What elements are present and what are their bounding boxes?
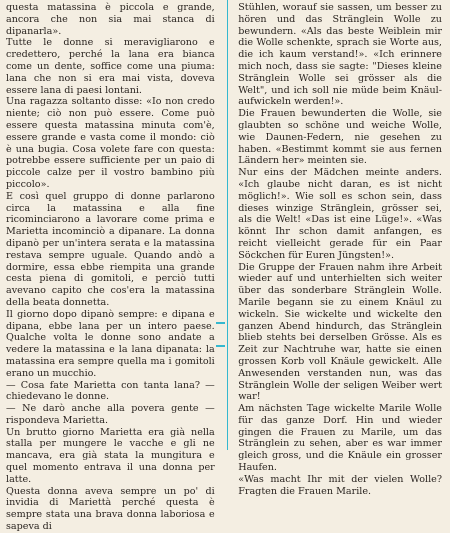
italian-paragraph: Il giorno dopo dipanò sempre: e dipana e dipana, ebbe lana per un intero paese. Qualche volta le donne sono andate a vedere la matassina e la lana dipanata: la matassina era sempre quella ma i gomitoli erano un mucchio. (6, 308, 215, 379)
italian-paragraph: — Ne darò anche alla povera gente — rispondeva Marietta. (6, 403, 215, 426)
italian-paragraph: Una ragazza soltanto disse: «Io non credo niente; ciò non può essere. Come può essere questa matassina minuta com'è, essere grande e vasta come il mondo: ciò è una bugia. Cosa volete fare con questa: potrebbe essere sufficiente per un paio di piccole calze per il vostro bambino più piccolo». (6, 96, 215, 190)
italian-paragraph: Un brutto giorno Marietta era già nella stalla per mungere le vacche e gli ne mancava, era già stata la mungitura e quel momento entrava il una donna per latte. (6, 426, 215, 485)
german-paragraph: Stühlen, worauf sie sassen, um besser zu hören und das Stränglein Wolle zu bewundern. «Als das beste Weiblein mir die Wolle schenkte, sprach sie Worte aus, die ich kaum verstand!». «Ich erinnere mich noch, dass sie sagte: "Dieses kleine Stränglein Wolle sei grösser als die Welt", und ich soll nie müde beim Knäul-aufwickeln werden!». (238, 2, 442, 108)
german-column (228, 0, 450, 497)
german-paragraph: Die Frauen bewunderten die Wolle, sie glaubten so schöne und weiche Wolle, wie Daunen-Federn, nie gesehen zu haben. «Bestimmt kommt sie aus fernen Ländern her» meinten sie. (238, 108, 442, 167)
german-paragraph: Am nächsten Tage wickelte Marile Wolle für das ganze Dorf. Hin und wieder gingen die Frauen zu Marile, um das Stränglein zu sehen, aber es war immer gleich gross, und die Knäule ein grosser Haufen. (238, 403, 442, 474)
german-paragraph: «Was macht Ihr mit der vielen Wolle? Fragten die Frauen Marile. (238, 473, 442, 497)
italian-paragraph: — Cosa fate Marietta con tanta lana? — chiedevano le donne. (6, 379, 215, 403)
italian-paragraph: E così quel gruppo di donne parlarono circa la matassina e alla fine ricominciarono a lavorare come prima e Marietta incominciò a dipanare. La donna dipanò per un'intera serata e la matassina restava sempre uguale. Quando andò a dormire, essa ebbe riempita una grande cesta piena di gomitoli, e perciò tutti avevano capito che cos'era la matassina della beata donnetta. (6, 190, 215, 308)
italian-paragraph: questa matassina è piccola e grande, ancora che non sia mai stanca di dipanarla». (6, 2, 215, 37)
italian-paragraph: Tutte le donne si meravigliarono e credettero, perché la lana era bianca come un dente, soffice come una piuma: lana che non si era mai vista, doveva essere lana di paesi lontani. (6, 37, 215, 96)
italian-paragraph: Questa donna aveva sempre un po' di invidia di Mariettà perché questa è sempre stata una brava donna laboriosa e sapeva di (6, 485, 215, 533)
german-paragraph: Die Gruppe der Frauen nahm ihre Arbeit wieder auf und unterhielten sich weiter über das sonderbare Stränglein Wolle. Marile begann sie zu einem Knäul zu wickeln. Sie wickelte und wickelte den ganzen Abend hindurch, das Stränglein blieb stehts bei derselben Grösse. Als es Zeit zur Nachtruhe war, hatte sie einen grossen Korb voll Knäule gewickelt. Alle Anwesenden verstanden nun, was das Stränglein Wolle der seligen Weiber wert war! (238, 261, 442, 403)
paragraph-marker (216, 345, 225, 347)
german-paragraph: Nur eins der Mädchen meinte anders. «Ich glaube nicht daran, es ist nicht möglich!». Wie soll es schon sein, dass dieses winzige Stränglein, grösser sei, als die Welt! «Das ist eine Lüge!». «Was könnt Ihr schon damit anfangen, es reicht vielleicht gerade für ein Paar Söckchen für Euren Jüngsten!». (238, 167, 442, 261)
paragraph-marker (216, 322, 225, 324)
